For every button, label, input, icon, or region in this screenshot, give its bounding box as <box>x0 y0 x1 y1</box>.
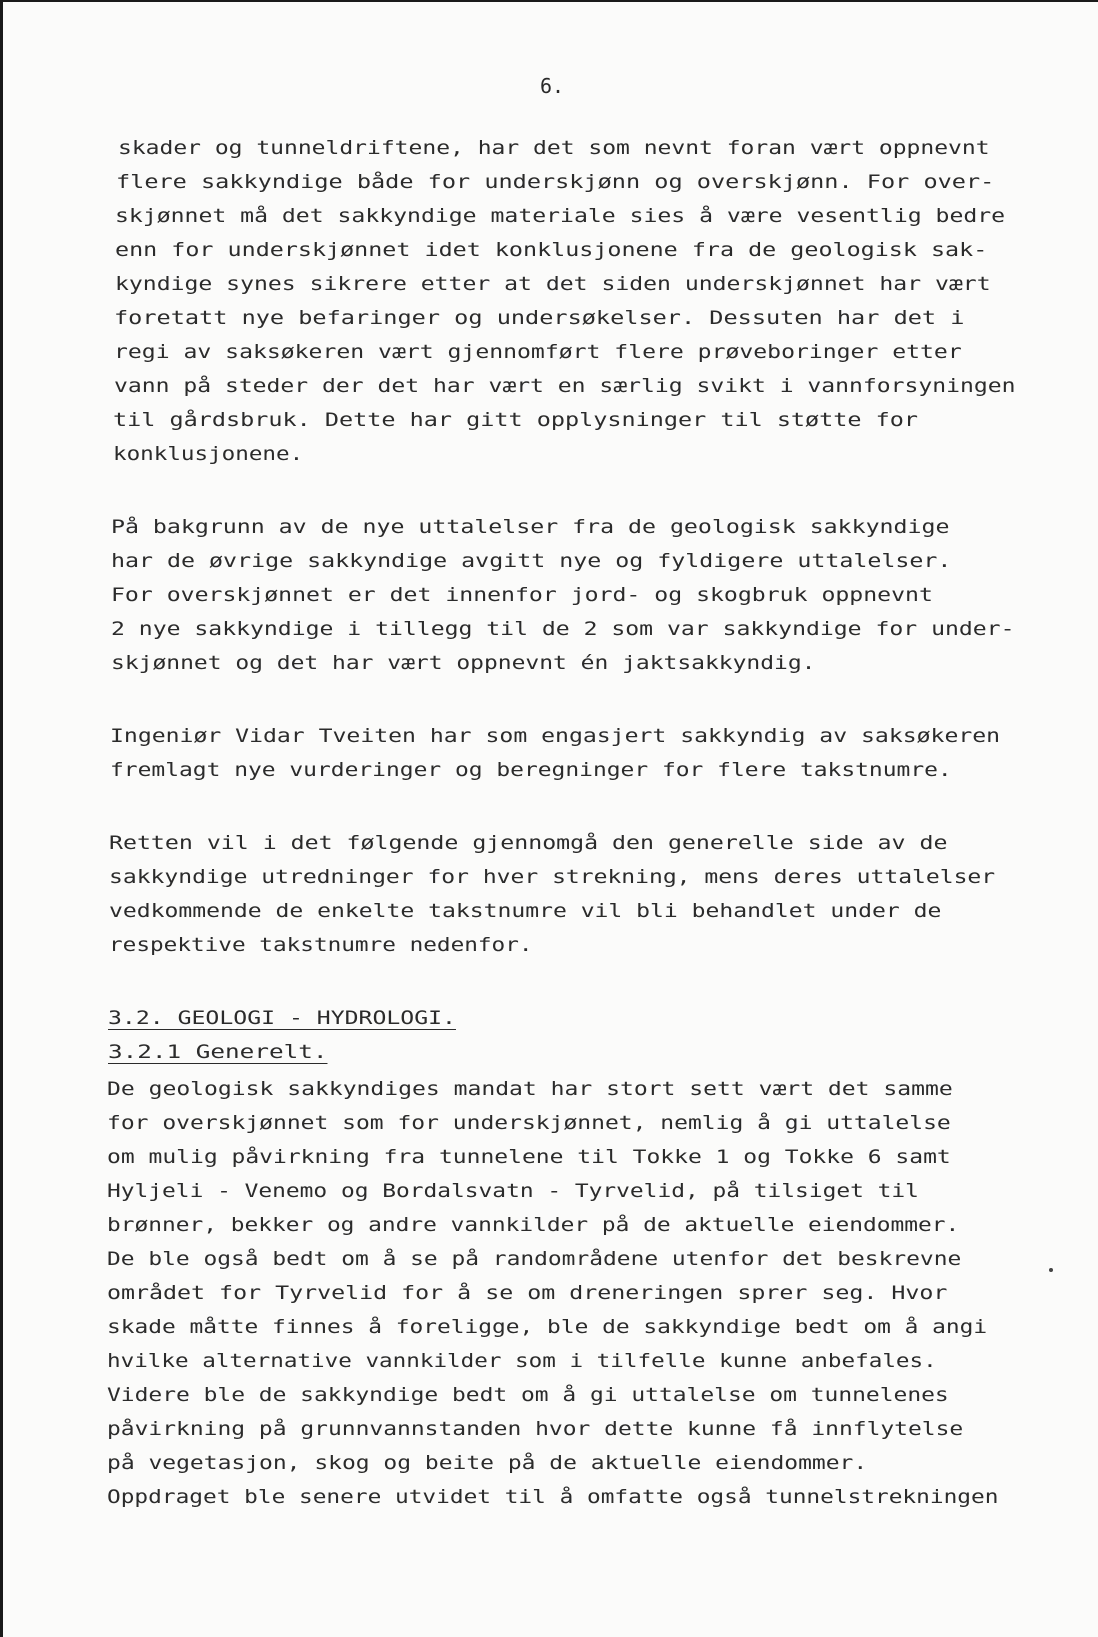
text-line: for overskjønnet som for underskjønnet, nemlig å gi uttalelse <box>107 1112 951 1134</box>
text-line: sakkyndige utredninger for hver strekning, mens deres uttalelser <box>109 866 996 888</box>
text-line: flere sakkyndige både for underskjønn og overskjønn. For over- <box>116 171 995 193</box>
text-line: påvirkning på grunnvannstanden hvor dette kunne få innflytelse <box>107 1418 964 1440</box>
scan-speck <box>1049 1268 1053 1272</box>
text-line: respektive takstnumre nedenfor. <box>109 934 533 956</box>
text-line: På bakgrunn av de nye uttalelser fra de geologisk sakkyndige <box>111 516 950 538</box>
text-line: Hyljeli - Venemo og Bordalsvatn - Tyrvelid, på tilsiget til <box>107 1180 919 1202</box>
text-line: De geologisk sakkyndiges mandat har stort sett vært det samme <box>107 1078 953 1100</box>
text-line: til gårdsbruk. Dette har gitt opplysninger til støtte for <box>113 409 919 431</box>
text-line: vedkommende de enkelte takstnumre vil bli behandlet under de <box>109 900 942 922</box>
text-line: om mulig påvirkning fra tunnelene til Tokke 1 og Tokke 6 samt <box>107 1146 951 1168</box>
section-heading: 3.2. GEOLOGI - HYDROLOGI. <box>108 1007 456 1029</box>
text-line: hvilke alternative vannkilder som i tilfelle kunne anbefales. <box>107 1350 937 1372</box>
text-line: vann på steder der det har vært en særlig svikt i vannforsyningen <box>114 375 1016 397</box>
text-line: Ingeniør Vidar Tveiten har som engasjert sakkyndig av saksøkeren <box>110 725 1001 747</box>
text-line: foretatt nye befaringer og undersøkelser. Dessuten har det i <box>114 307 965 329</box>
text-line: 2 nye sakkyndige i tillegg til de 2 som var sakkyndige for under- <box>111 618 1015 640</box>
text-line: skjønnet og det har vært oppnevnt én jaktsakkyndig. <box>111 652 816 674</box>
text-line: konklusjonene. <box>113 443 304 465</box>
text-line: skjønnet må det sakkyndige materiale sies å være vesentlig bedre <box>115 205 1006 227</box>
text-line: For overskjønnet er det innenfor jord- og skogbruk oppnevnt <box>111 584 933 606</box>
text-line: skader og tunneldriftene, har det som nevnt foran vært oppnevnt <box>118 137 990 159</box>
text-line: Retten vil i det følgende gjennomgå den generelle side av de <box>109 832 948 854</box>
text-line: fremlagt nye vurderinger og beregninger for flere takstnumre. <box>110 759 952 781</box>
text-line: regi av saksøkeren vært gjennomført flere prøveboringer etter <box>114 341 962 363</box>
text-line: skade måtte finnes å foreligge, ble de sakkyndige bedt om å angi <box>107 1316 988 1338</box>
text-line: har de øvrige sakkyndige avgitt nye og fyldigere uttalelser. <box>111 550 952 572</box>
text-line: enn for underskjønnet idet konklusjonene fra de geologisk sak- <box>115 239 988 261</box>
text-line: Videre ble de sakkyndige bedt om å gi uttalelse om tunnelenes <box>107 1384 949 1406</box>
text-line: Oppdraget ble senere utvidet til å omfatte også tunnelstrekningen <box>107 1486 999 1508</box>
page-number: 6. <box>539 74 565 98</box>
text-line: brønner, bekker og andre vannkilder på de aktuelle eiendommer. <box>107 1214 960 1236</box>
text-line: kyndige synes sikrere etter at det siden underskjønnet har vært <box>115 273 991 295</box>
text-line: området for Tyrvelid for å se om dreneringen sprer seg. Hvor <box>107 1282 948 1304</box>
subsection-heading: 3.2.1 Generelt. <box>108 1041 328 1063</box>
text-line: De ble også bedt om å se på randområdene utenfor det beskrevne <box>107 1248 962 1270</box>
text-line: på vegetasjon, skog og beite på de aktuelle eiendommer. <box>107 1452 868 1474</box>
